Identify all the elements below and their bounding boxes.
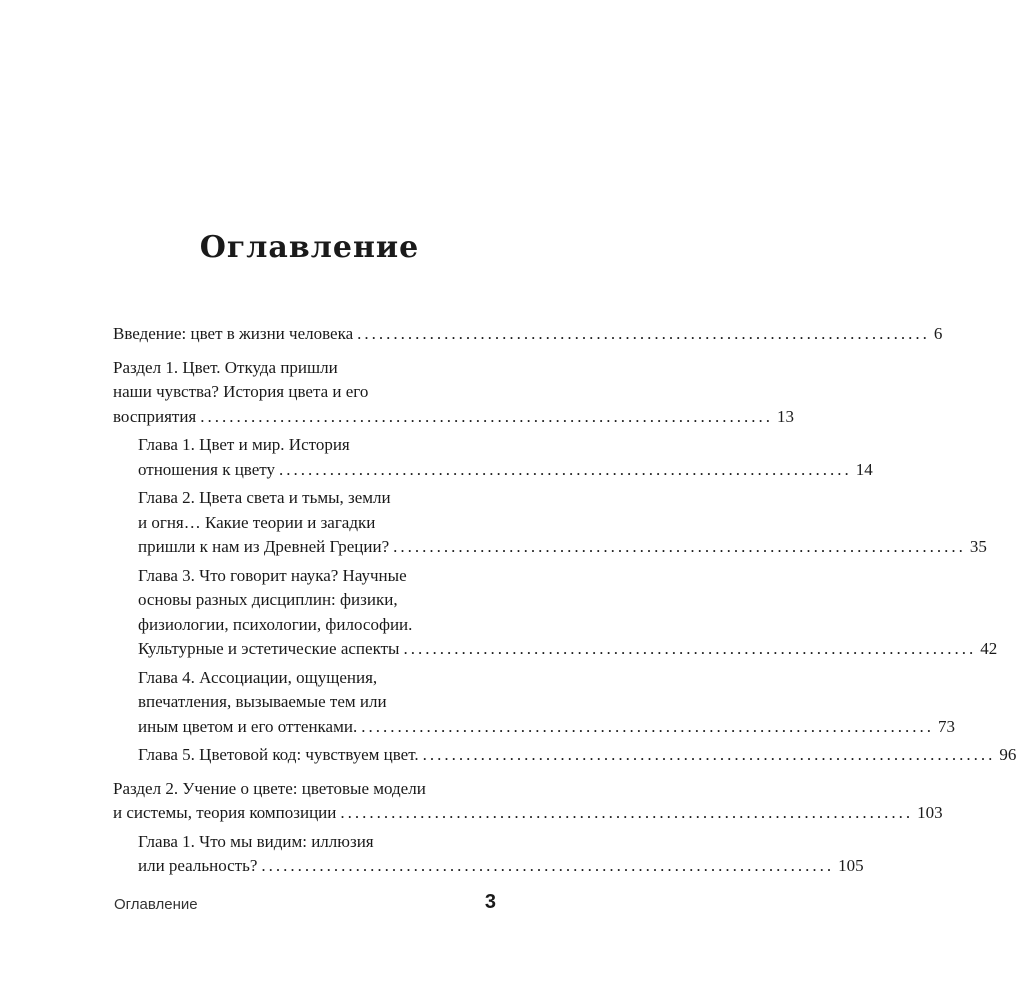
toc-entry-last-line: [138, 715, 955, 740]
toc-entry-part-2[interactable]: [113, 777, 943, 826]
toc-entry-text: Культурные и эстетические аспекты: [138, 639, 400, 658]
toc-entry-part-1-chapter-1[interactable]: [113, 433, 873, 482]
leader-dots: ...............................................................................: [422, 745, 996, 764]
toc-entry-text: пришли к нам из Древней Греции?: [138, 537, 390, 556]
toc-entry-part-2-chapter-1[interactable]: [113, 830, 864, 879]
toc-entry-text: Глава 1. Что мы видим: иллюзия: [138, 831, 374, 851]
toc-entry-part-1-chapter-4[interactable]: [113, 666, 955, 740]
toc-page-number: 103: [917, 803, 943, 822]
toc-entry-text: и огня… Какие теории и загадки: [138, 512, 376, 532]
toc-entry-last-line: [138, 743, 1016, 768]
toc-entry-text: Глава 1. Цвет и мир. История: [138, 435, 350, 454]
toc-entry-last-line: [138, 535, 987, 560]
toc-entry-part-1[interactable]: [113, 356, 794, 430]
toc-entry-last-line: [138, 458, 873, 483]
toc-entry-last-line: [138, 854, 864, 879]
toc-entry-text: впечатления, вызываемые тем или: [138, 692, 387, 711]
toc-page-number: 35: [969, 537, 987, 556]
toc-page-number: 105: [838, 856, 864, 875]
toc-entry-last-line: [113, 322, 943, 347]
page-number: 3: [484, 891, 496, 913]
toc-entry-text: Раздел 1. Цвет. Откуда пришли: [113, 357, 338, 377]
page-title: Оглавление: [199, 230, 420, 265]
leader-dots: ...............................................................................: [279, 459, 852, 479]
toc-page-number: 96: [999, 745, 1016, 764]
toc-entry-text: или реальность?: [138, 856, 258, 875]
leader-dots: ...............................................................................: [393, 537, 966, 556]
toc-entry-text: Введение: цвет в жизни человека: [113, 324, 354, 343]
toc-entry-introduction[interactable]: [113, 322, 943, 347]
leader-dots: ...............................................................................: [357, 324, 930, 343]
toc-entry-part-1-chapter-5[interactable]: [113, 743, 1016, 768]
toc-entry-text: Глава 2. Цвета света и тьмы, земли: [138, 488, 391, 507]
toc-page-number: 42: [980, 639, 998, 658]
toc-entry-text: основы разных дисциплин: физики,: [138, 590, 398, 609]
table-of-contents: [113, 322, 1016, 879]
toc-entry-last-line: [113, 801, 943, 826]
leader-dots: ...............................................................................: [403, 639, 977, 658]
toc-page-number: 6: [933, 324, 943, 343]
toc-entry-text: Глава 4. Ассоциации, ощущения,: [138, 667, 378, 687]
toc-entry-last-line: [113, 405, 794, 430]
toc-entry-text: и системы, теория композиции: [113, 803, 337, 822]
leader-dots: ...............................................................................: [200, 406, 773, 426]
toc-entry-text: Глава 3. Что говорит наука? Научные: [138, 565, 407, 585]
toc-page-number: 14: [855, 459, 873, 479]
toc-entry-part-1-chapter-3[interactable]: [113, 564, 998, 662]
toc-entry-part-1-chapter-2[interactable]: [113, 486, 987, 560]
toc-entry-text: наши чувства? История цвета и его: [113, 382, 369, 401]
leader-dots: ...............................................................................: [340, 803, 914, 822]
leader-dots: ...............................................................................: [261, 856, 835, 875]
toc-entry-text: отношения к цвету: [138, 459, 275, 479]
toc-entry-text: Раздел 2. Учение о цвете: цветовые модели: [113, 778, 426, 798]
leader-dots: ...............................................................................: [361, 716, 934, 736]
toc-entry-text: иным цветом и его оттенками.: [138, 716, 358, 736]
toc-page-number: 73: [937, 716, 955, 736]
toc-page-number: 13: [777, 406, 794, 426]
toc-entry-text: физиологии, психологии, философии.: [138, 614, 413, 634]
running-title: Оглавление: [114, 896, 198, 913]
toc-entry-last-line: [138, 637, 998, 662]
toc-entry-text: восприятия: [113, 406, 197, 426]
toc-entry-text: Глава 5. Цветовой код: чувствуем цвет.: [138, 745, 419, 764]
